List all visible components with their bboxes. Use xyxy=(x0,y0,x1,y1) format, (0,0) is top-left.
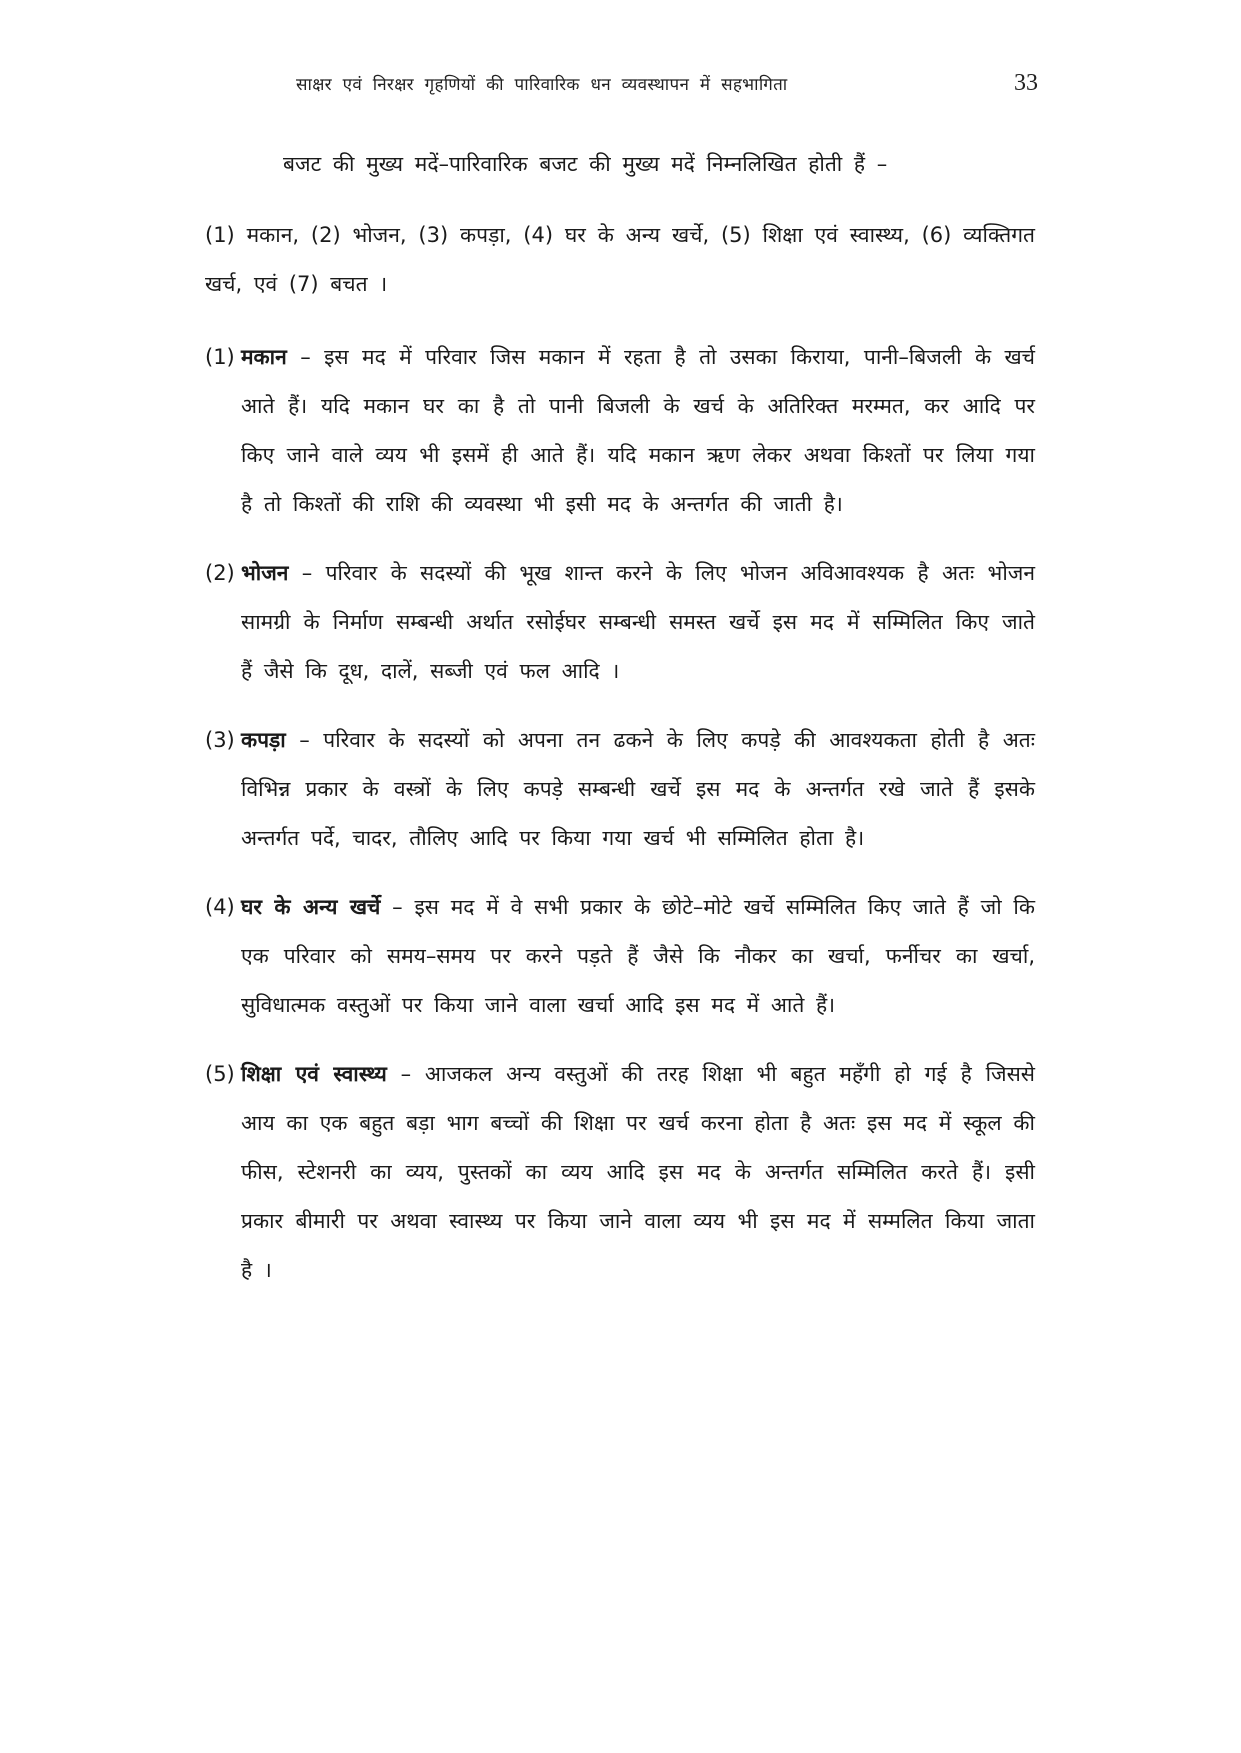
page-content xyxy=(205,140,1035,1315)
item-title: कपड़ा xyxy=(241,728,286,752)
item-body xyxy=(241,549,1035,696)
list-item-bhojan xyxy=(205,549,1035,696)
item-text: – परिवार के सदस्यों को अपना तन ढकने के लिए कपड़े की आवश्यकता होती है अतः विभिन्न प्रकार के वस्त्रों के लिए कपड़े सम्बन्धी खर्चे इस मद के अन्तर्गत रखे जाते हैं इसके अन्तर्गत पर्दे, चादर, तौलिए आदि पर किया गया खर्च भी सम्मिलित होता है। xyxy=(241,728,1035,850)
item-body xyxy=(241,333,1035,529)
item-text: – आजकल अन्य वस्तुओं की तरह शिक्षा भी बहुत महँगी हो गई है जिससे आय का एक बहुत बड़ा भाग बच्चों की शिक्षा पर खर्च करना होता है अतः इस मद में स्कूल की फीस, स्टेशनरी का व्यय, पुस्तकों का व्यय आदि इस मद के अन्तर्गत सम्मिलित करते हैं। इसी प्रकार बीमारी पर अथवा स्वास्थ्य पर किया जाने वाला व्यय भी इस मद में सम्मलित किया जाता है । xyxy=(241,1062,1035,1282)
item-title: मकान xyxy=(241,345,287,369)
summary-paragraph: (1) मकान, (2) भोजन, (3) कपड़ा, (4) घर के अन्य खर्चे, (5) शिक्षा एवं स्वास्थ्य, (6) व्यक्तिगत खर्च, एवं (7) बचत । xyxy=(205,223,1035,296)
list-item-shiksha-swasthya xyxy=(205,1050,1035,1295)
running-header: साक्षर एवं निरक्षर गृहणियों की पारिवारिक धन व्यवस्थापन में सहभागिता xyxy=(296,75,788,95)
item-number: (4) xyxy=(205,895,235,919)
intro-paragraph: बजट की मुख्य मदें–पारिवारिक बजट की मुख्य मदें निम्नलिखित होती हैं – xyxy=(283,152,888,176)
item-text: – इस मद में वे सभी प्रकार के छोटे–मोटे खर्चे सम्मिलित किए जाते हैं जो कि एक परिवार को समय–समय पर करने पड़ते हैं जैसे कि नौकर का खर्चा, फर्नीचर का खर्चा, सुविधात्मक वस्तुओं पर किया जाने वाला खर्चा आदि इस मद में आते हैं। xyxy=(241,895,1035,1017)
item-text: – परिवार के सदस्यों की भूख शान्त करने के लिए भोजन अविआवश्यक है अतः भोजन सामग्री के निर्माण सम्बन्धी अर्थात रसोईघर सम्बन्धी समस्त खर्चे इस मद में सम्मिलित किए जाते हैं जैसे कि दूध, दालें, सब्जी एवं फल आदि । xyxy=(241,561,1035,683)
list-item-kapda xyxy=(205,716,1035,863)
item-number: (3) xyxy=(205,728,235,752)
item-number: (5) xyxy=(205,1062,235,1086)
page-number: 33 xyxy=(1014,70,1038,96)
item-title: शिक्षा एवं स्वास्थ्य xyxy=(241,1062,387,1086)
item-number: (1) xyxy=(205,345,235,369)
item-number: (2) xyxy=(205,561,235,585)
list-item-makan xyxy=(205,333,1035,529)
item-body xyxy=(241,1050,1035,1295)
item-text: – इस मद में परिवार जिस मकान में रहता है तो उसका किराया, पानी–बिजली के खर्च आते हैं। यदि मकान घर का है तो पानी बिजली के खर्च के अतिरिक्त मरम्मत, कर आदि पर किए जाने वाले व्यय भी इसमें ही आते हैं। यदि मकान ऋण लेकर अथवा किश्तों पर लिया गया है तो किश्तों की राशि की व्यवस्था भी इसी मद के अन्तर्गत की जाती है। xyxy=(241,345,1035,516)
item-body xyxy=(241,716,1035,863)
item-title: भोजन xyxy=(241,561,289,585)
item-title: घर के अन्य खर्चे xyxy=(241,895,381,919)
list-item-anya-kharche xyxy=(205,883,1035,1030)
item-body xyxy=(241,883,1035,1030)
